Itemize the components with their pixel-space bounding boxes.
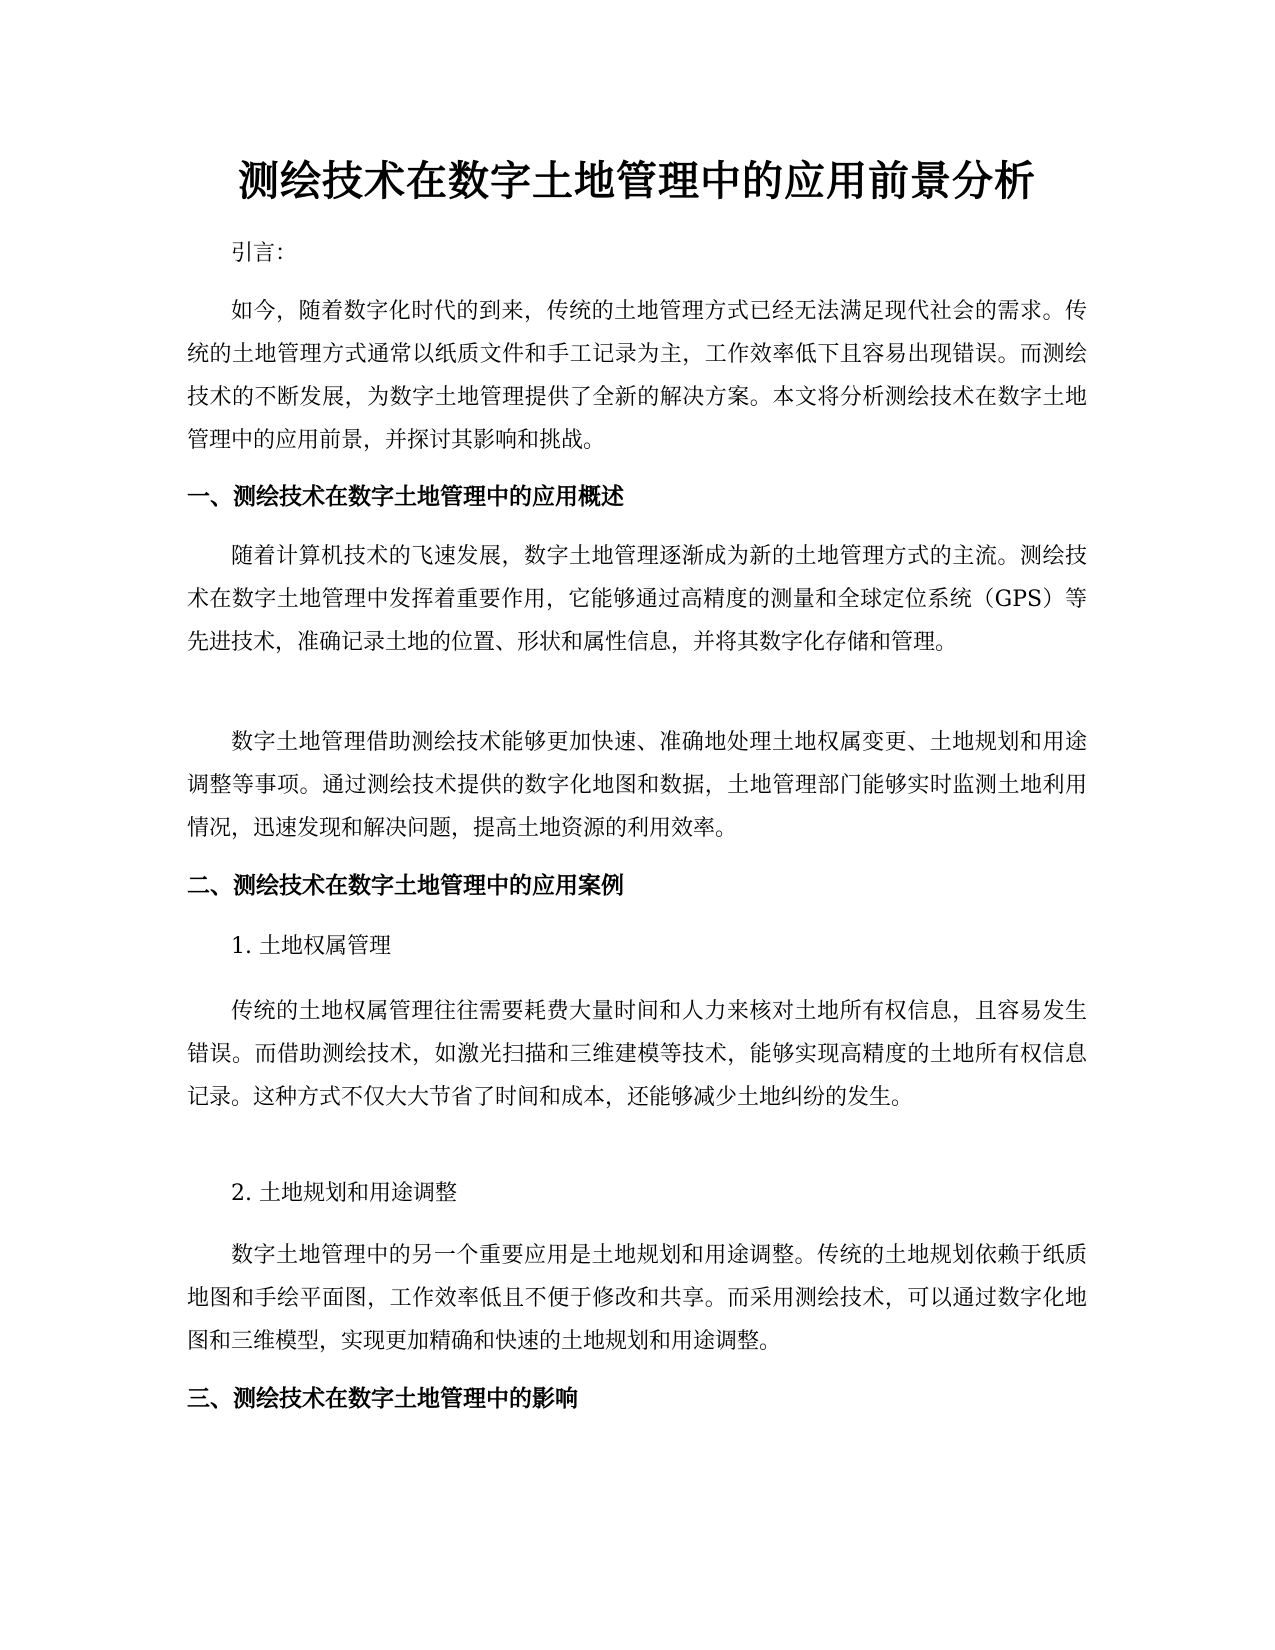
document-title: 测绘技术在数字土地管理中的应用前景分析 (238, 157, 1036, 205)
intro-label: 引言： (231, 241, 298, 266)
section-1-paragraph-1: 随着计算机技术的飞速发展，数字土地管理逐渐成为新的土地管理方式的主流。测绘技术在数字土地管理中发挥着重要作用，它能够通过高精度的测量和全球定位系统（GPS）等先进技术，准确记录土地的位置、形状和属性信息，并将其数字化存储和管理。 (187, 544, 1087, 655)
intro-paragraph: 如今，随着数字化时代的到来，传统的土地管理方式已经无法满足现代社会的需求。传统的土地管理方式通常以纸质文件和手工记录为主，工作效率低下且容易出现错误。而测绘技术的不断发展，为数字土地管理提供了全新的解决方案。本文将分析测绘技术在数字土地管理中的应用前景，并探讨其影响和挑战。 (187, 299, 1087, 453)
section-1-heading: 一、测绘技术在数字土地管理中的应用概述 (187, 484, 624, 510)
section-2-heading: 二、测绘技术在数字土地管理中的应用案例 (187, 873, 624, 899)
section-2-item-2-paragraph: 数字土地管理中的另一个重要应用是土地规划和用途调整。传统的土地规划依赖于纸质地图和手绘平面图，工作效率低且不便于修改和共享。而采用测绘技术，可以通过数字化地图和三维模型，实现更加精确和快速的土地规划和用途调整。 (187, 1243, 1087, 1354)
section-2-item-1-label: 1. 土地权属管理 (231, 934, 391, 959)
section-1-paragraph-2: 数字土地管理借助测绘技术能够更加快速、准确地处理土地权属变更、土地规划和用途调整等事项。通过测绘技术提供的数字化地图和数据，土地管理部门能够实时监测土地利用情况，迅速发现和解决问题，提高土地资源的利用效率。 (187, 730, 1087, 841)
section-3-heading: 三、测绘技术在数字土地管理中的影响 (187, 1386, 578, 1412)
section-2-item-2-label: 2. 土地规划和用途调整 (231, 1181, 457, 1206)
section-2-item-1-paragraph: 传统的土地权属管理往往需要耗费大量时间和人力来核对土地所有权信息，且容易发生错误。而借助测绘技术，如激光扫描和三维建模等技术，能够实现高精度的土地所有权信息记录。这种方式不仅大大节省了时间和成本，还能够减少土地纠纷的发生。 (187, 999, 1087, 1110)
